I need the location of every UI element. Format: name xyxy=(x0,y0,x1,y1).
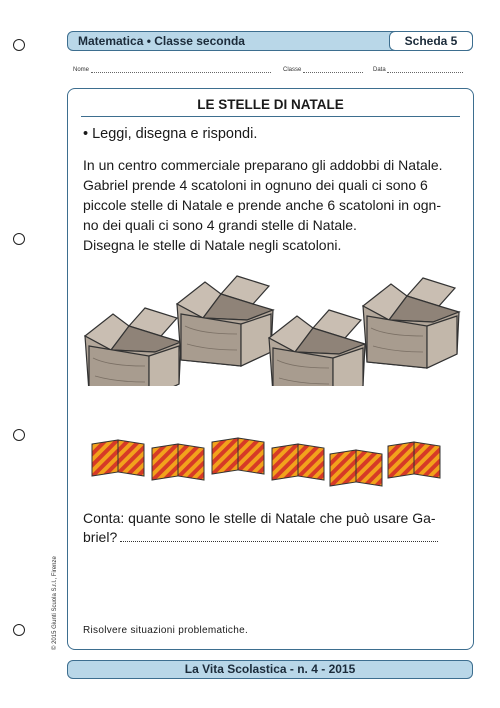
small-box-1 xyxy=(92,440,144,476)
problem-line: Gabriel prende 4 scatoloni in ognuno dei quali ci sono 6 xyxy=(83,177,428,193)
big-box-3 xyxy=(269,310,365,386)
classe-label: Classe xyxy=(283,67,302,73)
header-bar xyxy=(67,31,473,51)
answer-line[interactable] xyxy=(120,537,438,542)
title-divider xyxy=(81,116,460,117)
punch-hole-4 xyxy=(13,624,25,636)
scheda-label: Scheda 5 xyxy=(389,31,473,51)
small-box-3 xyxy=(212,438,264,474)
large-boxes-illustration xyxy=(81,266,461,386)
small-box-5 xyxy=(330,450,382,486)
footer-bar: La Vita Scolastica - n. 4 - 2015 xyxy=(67,660,473,679)
small-boxes-illustration xyxy=(90,436,450,496)
question-line: Conta: quante sono le stelle di Natale che può usare Ga xyxy=(83,510,431,526)
data-label: Data xyxy=(373,67,386,73)
objective-label: Risolvere situazioni problematiche. xyxy=(83,625,249,636)
copyright-text: © 2015 Giunti Scuola S.r.l., Firenze xyxy=(52,556,58,650)
exercise-title: LE STELLE DI NATALE xyxy=(197,97,344,112)
big-box-2 xyxy=(177,276,273,366)
nome-field[interactable] xyxy=(73,67,271,73)
question-text: Conta: quante sono le stelle di Natale che può usare Ga- briel? xyxy=(83,509,463,547)
problem-line: piccole stelle di Natale e prende anche 6 scatoloni in ogn xyxy=(83,197,437,213)
classe-field[interactable] xyxy=(283,67,363,73)
data-field[interactable] xyxy=(373,67,463,73)
small-box-6 xyxy=(388,442,440,478)
instruction-text: • Leggi, disegna e rispondi. xyxy=(83,126,258,142)
problem-line: Disegna le stelle di Natale negli scatoloni. xyxy=(83,237,342,253)
big-box-1 xyxy=(85,308,181,386)
small-box-2 xyxy=(152,444,204,480)
punch-hole-2 xyxy=(13,233,25,245)
punch-hole-3 xyxy=(13,429,25,441)
subject-title: Matematica • Classe seconda xyxy=(78,34,245,48)
problem-line: In un centro commerciale preparano gli addobbi di Natale. xyxy=(83,157,443,173)
problem-line: no dei quali ci sono 4 grandi stelle di Natale. xyxy=(83,217,357,233)
big-box-4 xyxy=(363,278,459,368)
problem-text: In un centro commerciale preparano gli addobbi di Natale. Gabriel prende 4 scatoloni in ognuno dei quali ci sono 6 piccole stelle di Natale e prende anche 6 scatoloni in ogn- no dei quali ci sono 4 grandi stelle di Natale. Disegna le stelle di Natale negli scatoloni. xyxy=(83,157,443,253)
question-line: briel? xyxy=(83,529,118,545)
nome-label: Nome xyxy=(73,67,90,73)
punch-hole-1 xyxy=(13,39,25,51)
small-box-4 xyxy=(272,444,324,480)
student-fields xyxy=(73,67,473,79)
